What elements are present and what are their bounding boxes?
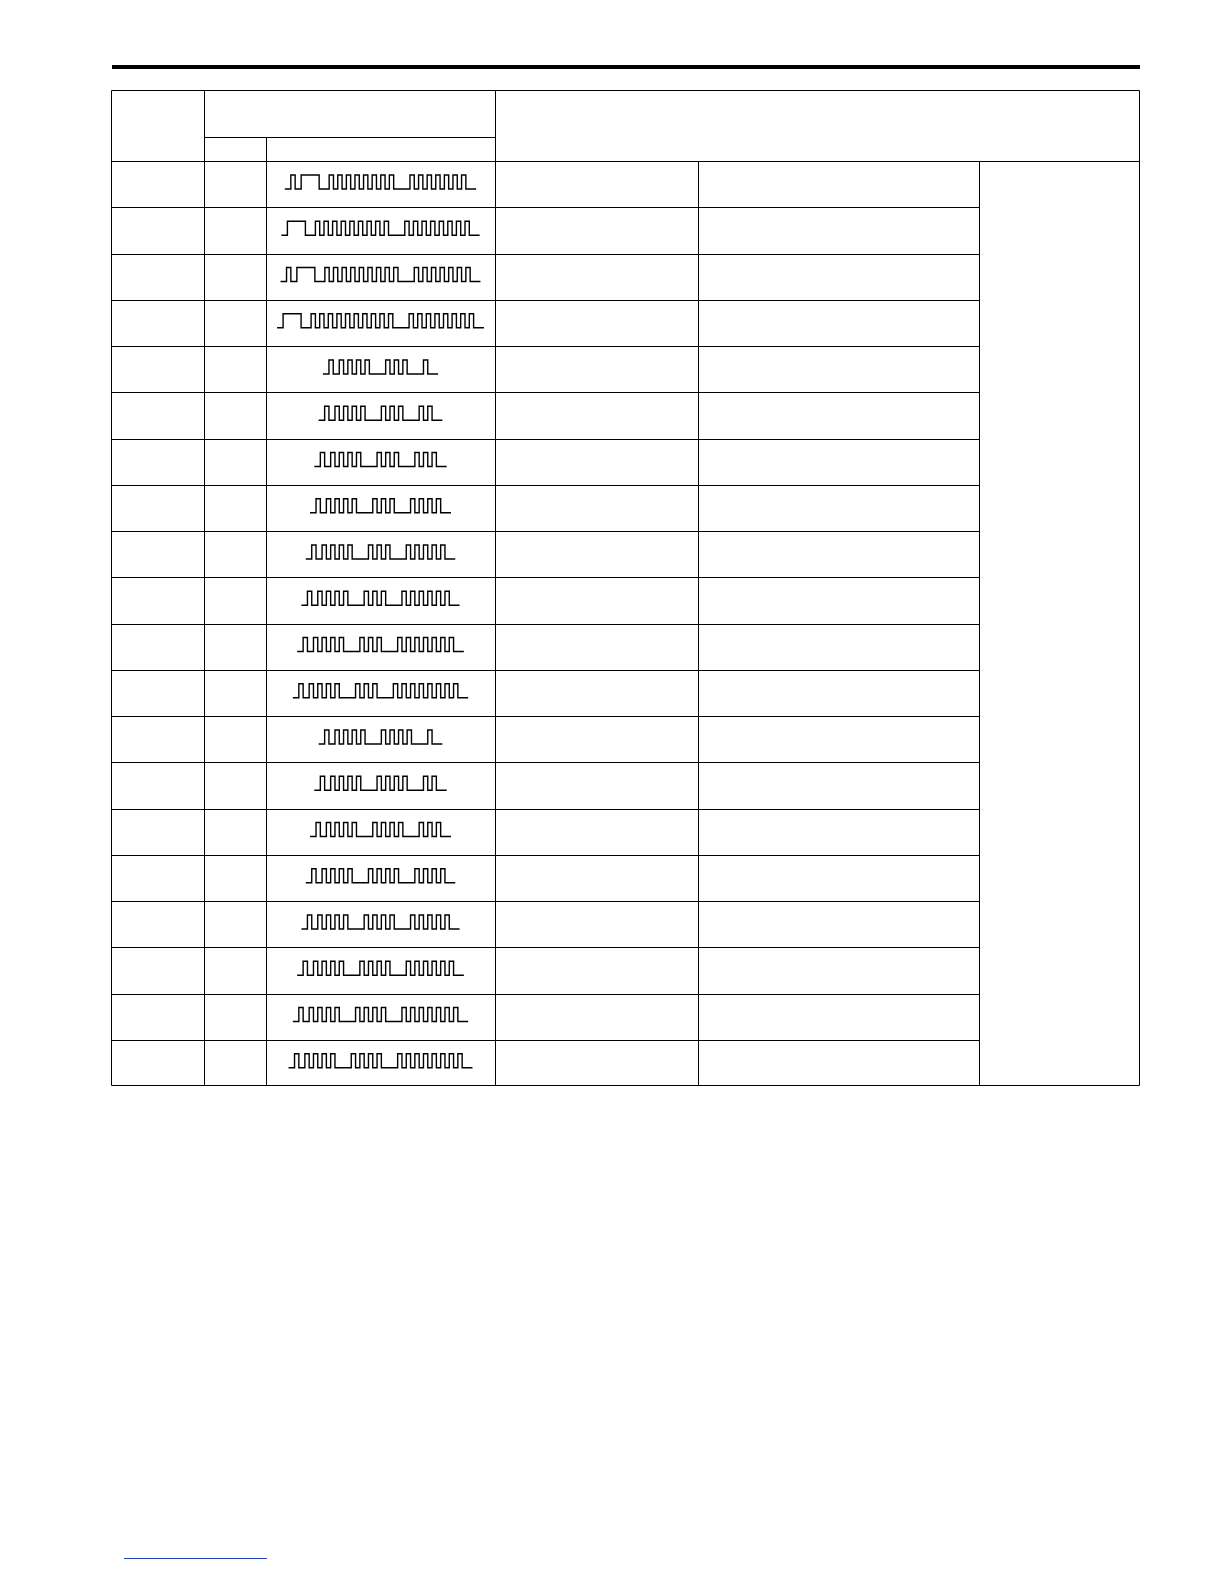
waveform-1 (285, 175, 476, 189)
waveform-20 (289, 1054, 473, 1068)
waveform-13 (319, 730, 443, 744)
waveform-12 (293, 684, 468, 698)
waveform-9 (306, 545, 456, 559)
waveform-8 (310, 499, 451, 513)
table-grid (111, 90, 1140, 1086)
header-rule (112, 65, 1140, 69)
waveform-7 (314, 453, 446, 467)
waveform-6 (319, 406, 443, 420)
waveform-3 (281, 268, 481, 282)
waveform-16 (306, 869, 456, 883)
waveform-11 (297, 638, 464, 652)
waveform-19 (293, 1008, 468, 1022)
waveform-4 (277, 314, 484, 328)
waveform-10 (301, 591, 459, 605)
waveform-2 (281, 221, 479, 235)
waveform-18 (297, 961, 464, 975)
code-table (111, 90, 1140, 1086)
waveform-15 (310, 823, 451, 837)
waveform-5 (323, 360, 438, 374)
waveform-17 (301, 915, 459, 929)
footer-link-underline[interactable] (124, 1558, 267, 1559)
waveform-14 (314, 776, 446, 790)
